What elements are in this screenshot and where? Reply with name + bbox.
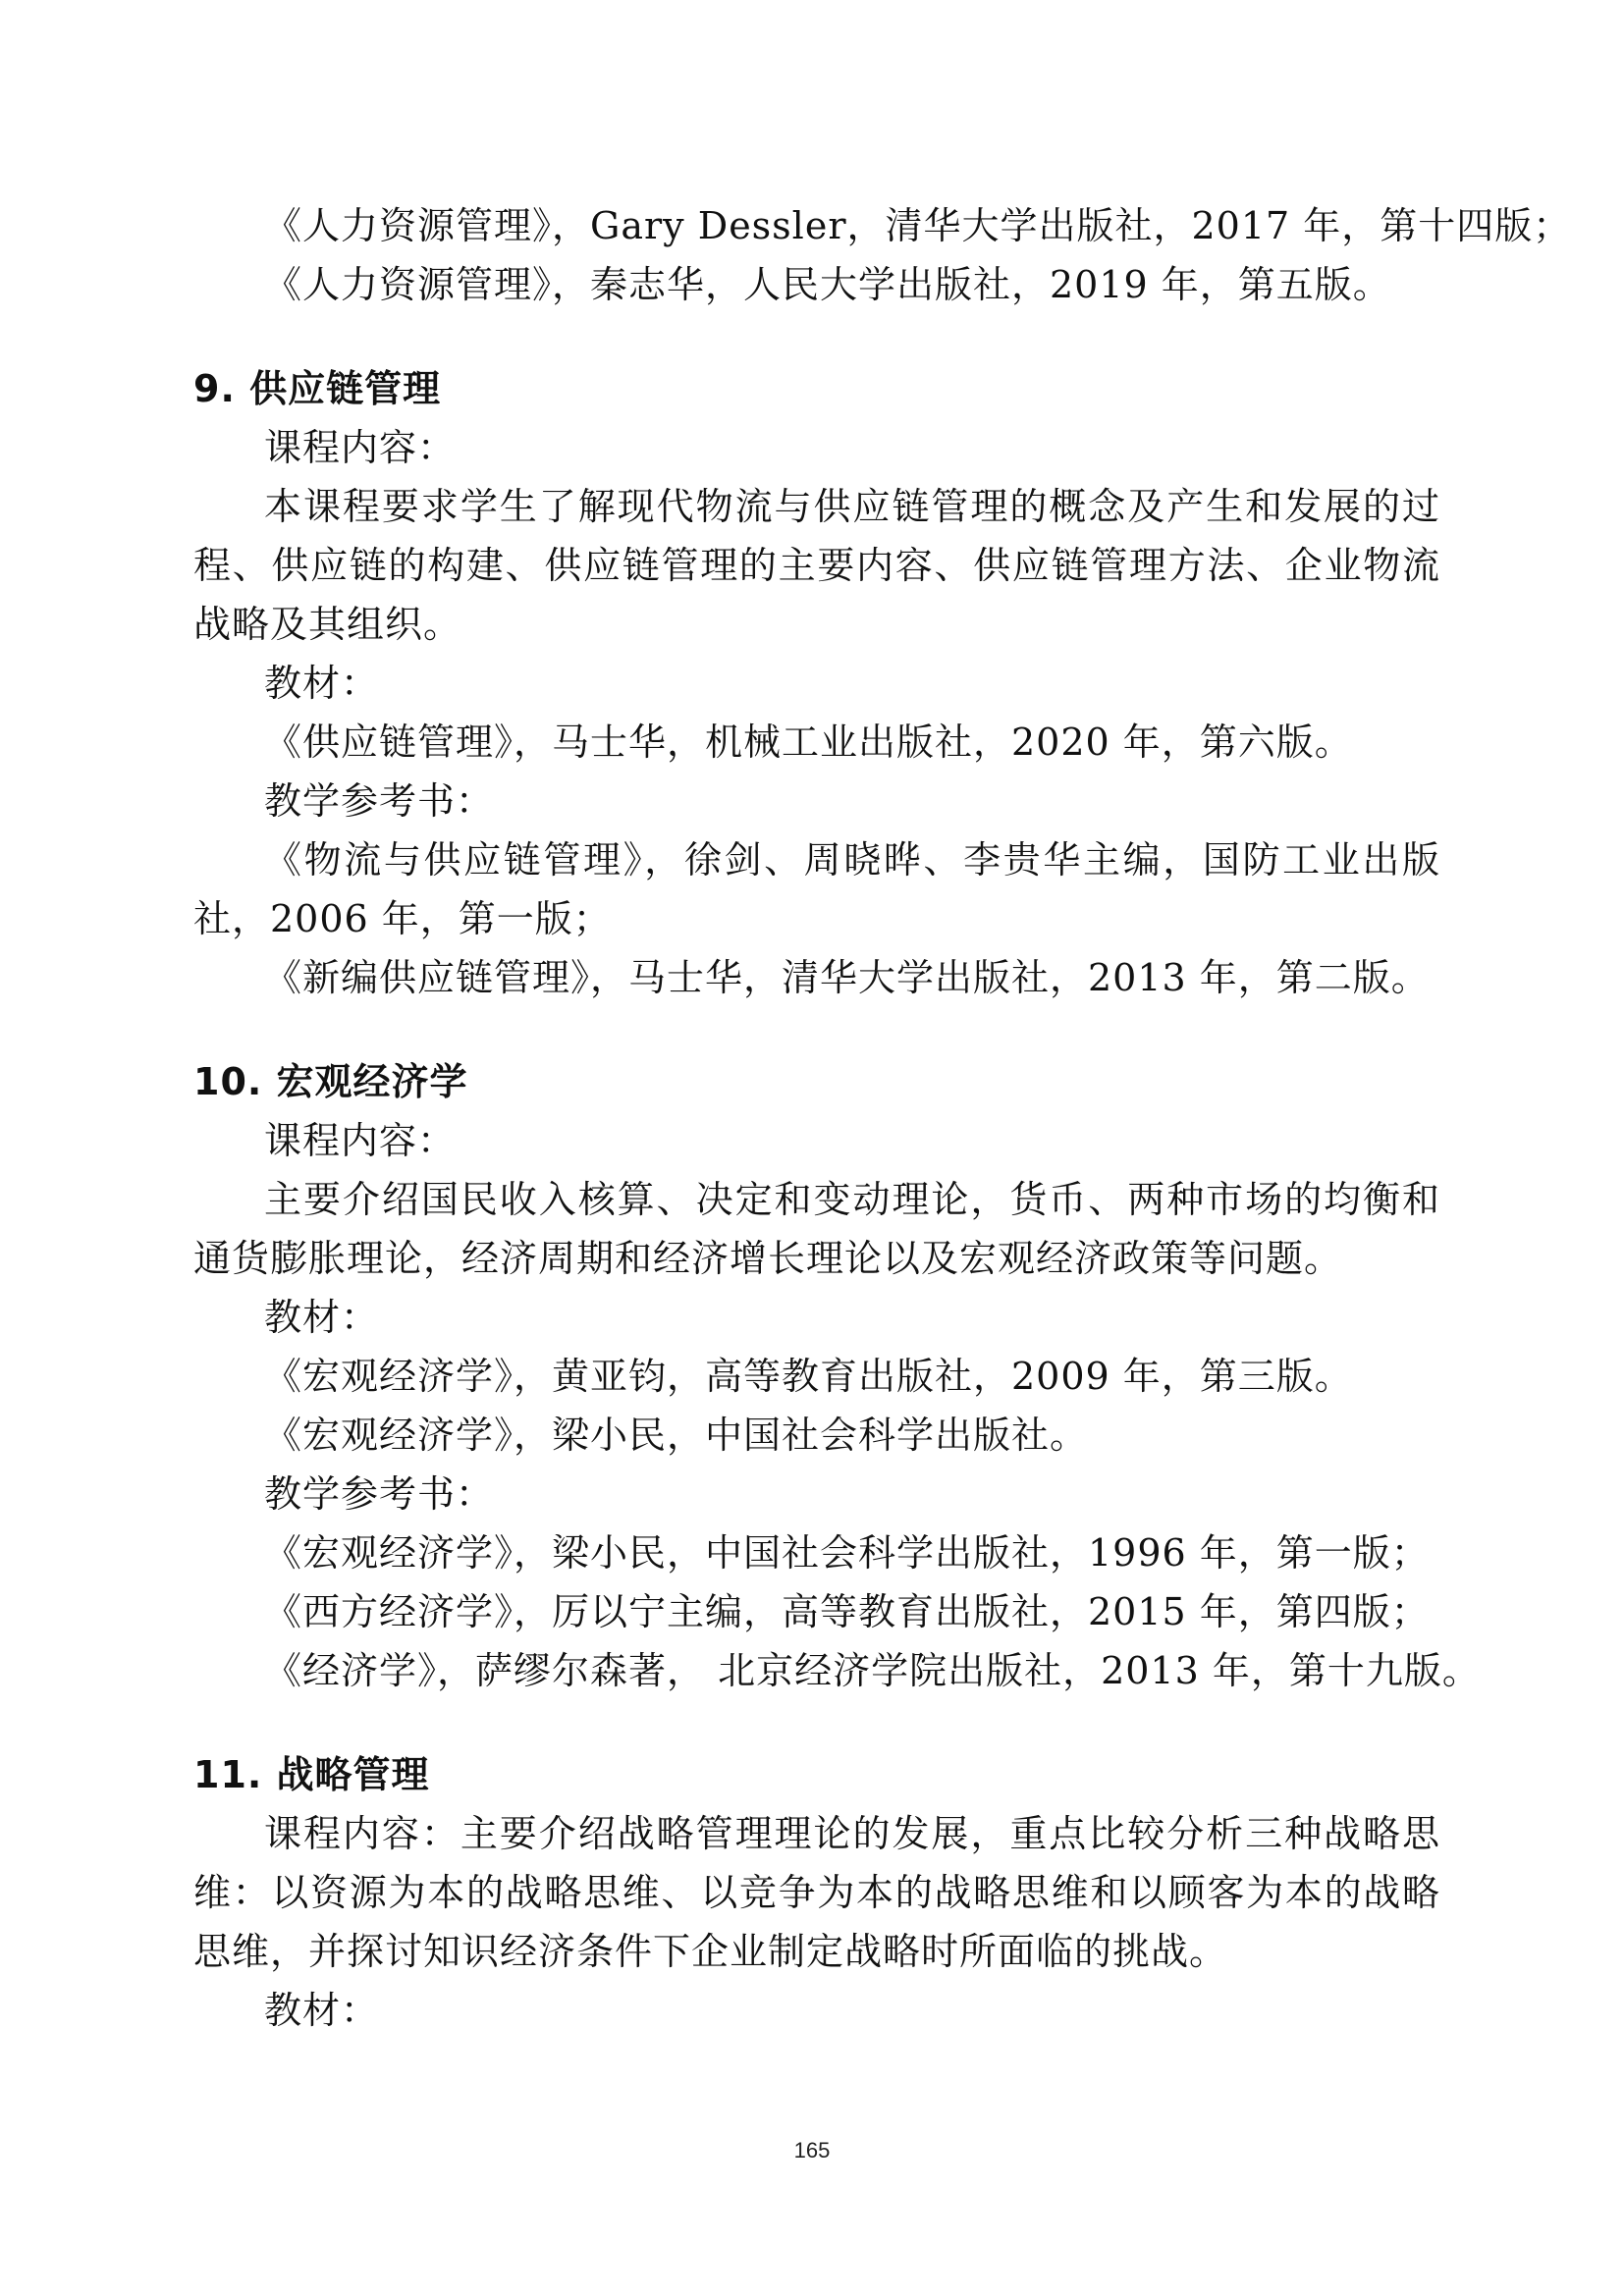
textbook-entry: 《宏观经济学》，黄亚钧，高等教育出版社，2009 年，第三版。 — [264, 1355, 1353, 1398]
content-label: 课程内容： — [264, 426, 457, 469]
course-content: 本课程要求学生了解现代物流与供应链管理的概念及产生和发展的过程、供应链的构建、供应链管理的主要内容、供应链管理方法、企业物流战略及其组织。 — [193, 485, 1440, 646]
course-content: 主要介绍国民收入核算、决定和变动理论，货币、两种市场的均衡和通货膨胀理论，经济周期和经济增长理论以及宏观经济政策等问题。 — [193, 1178, 1440, 1280]
reference-entry: 《新编供应链管理》，马士华，清华大学出版社，2013 年，第二版。 — [264, 956, 1430, 999]
reference-entry: 《人力资源管理》，秦志华，人民大学出版社，2019 年，第五版。 — [264, 263, 1391, 306]
textbook-label: 教材： — [264, 662, 380, 705]
reference-entry: 《人力资源管理》，Gary Dessler，清华大学出版社，2017 年，第十四版； — [264, 204, 1572, 247]
section-title-supply-chain: 9. 供应链管理 — [193, 367, 442, 410]
textbook-entry: 《供应链管理》，马士华，机械工业出版社，2020 年，第六版。 — [264, 721, 1353, 764]
textbook-entry: 《宏观经济学》，梁小民，中国社会科学出版社。 — [264, 1414, 1089, 1457]
course-content: 课程内容：主要介绍战略管理理论的发展，重点比较分析三种战略思维：以资源为本的战略思维、以竞争为本的战略思维和以顾客为本的战略思维，并探讨知识经济条件下企业制定战略时所面临的挑战。 — [193, 1812, 1440, 1973]
textbook-label: 教材： — [264, 1989, 380, 2032]
section-title-macroeconomics: 10. 宏观经济学 — [193, 1060, 468, 1103]
reference-label: 教学参考书： — [264, 779, 495, 823]
section-title-strategic-management: 11. 战略管理 — [193, 1753, 430, 1796]
content-label: 课程内容： — [264, 1119, 457, 1162]
page-content — [193, 196, 1572, 2040]
textbook-label: 教材： — [264, 1296, 380, 1339]
reference-entry: 《西方经济学》，厉以宁主编，高等教育出版社，2015 年，第四版； — [264, 1590, 1430, 1633]
page-number: 165 — [793, 2138, 831, 2163]
reference-entry: 《宏观经济学》，梁小民，中国社会科学出版社，1996 年，第一版； — [264, 1531, 1430, 1575]
reference-entry: 《物流与供应链管理》，徐剑、周晓晔、李贵华主编，国防工业出版社，2006 年，第一版； — [193, 838, 1440, 940]
reference-label: 教学参考书： — [264, 1472, 495, 1516]
reference-entry: 《经济学》，萨缪尔森著， 北京经济学院出版社，2013 年，第十九版。 — [264, 1649, 1481, 1692]
